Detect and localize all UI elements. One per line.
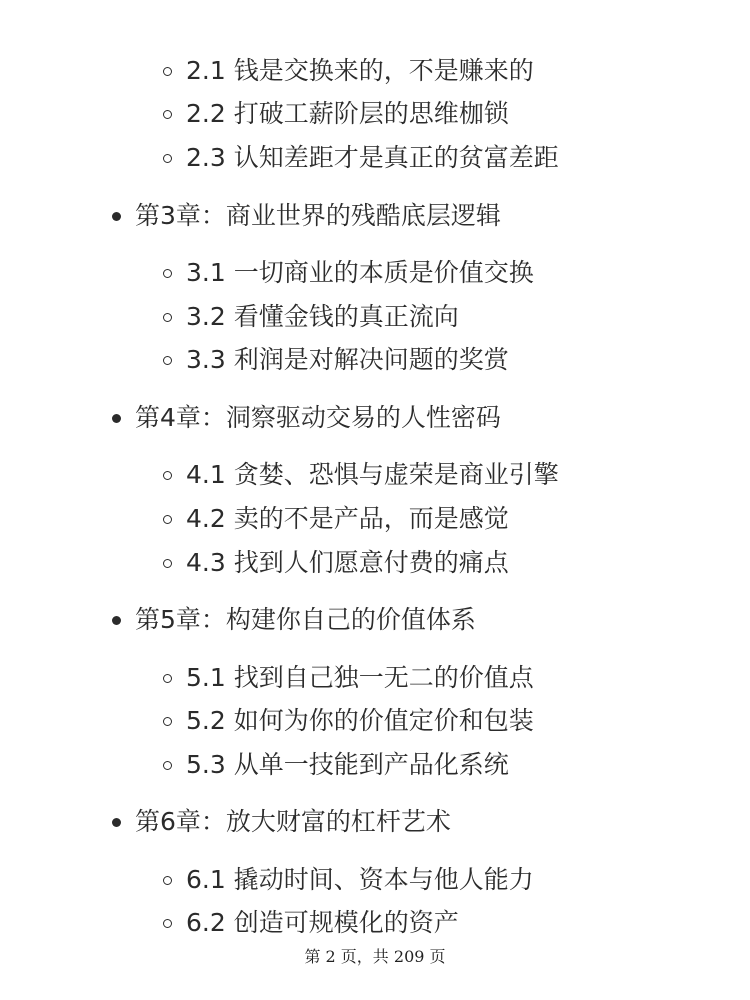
hollow-circle-bullet-icon (163, 559, 172, 568)
toc-chapter-item (112, 194, 501, 238)
toc-chapter-item (112, 800, 451, 844)
hollow-circle-bullet-icon (163, 674, 172, 683)
hollow-circle-bullet-icon (163, 717, 172, 726)
toc-item-text: 3.3 利润是对解决问题的奖赏 (186, 345, 509, 374)
hollow-circle-bullet-icon (163, 761, 172, 770)
toc-item-text: 2.1 钱是交换来的，不是赚来的 (186, 56, 534, 85)
toc-chapter-item (112, 598, 476, 642)
hollow-circle-bullet-icon (163, 356, 172, 365)
toc-subsection-item (163, 858, 534, 902)
toc-item-text: 第4章：洞察驱动交易的人性密码 (135, 403, 501, 432)
hollow-circle-bullet-icon (163, 269, 172, 278)
toc-subsection-item (163, 656, 534, 700)
hollow-circle-bullet-icon (163, 515, 172, 524)
toc-subsection-item (163, 92, 509, 136)
toc-subsection-item (163, 338, 509, 382)
toc-item-text: 4.3 找到人们愿意付费的痛点 (186, 548, 509, 577)
page-number-footer: 第 2 页，共 209 页 (304, 947, 446, 966)
toc-item-text: 4.2 卖的不是产品，而是感觉 (186, 504, 509, 533)
filled-disc-bullet-icon (112, 414, 121, 423)
toc-subsection-item (163, 453, 559, 497)
toc-item-text: 第5章：构建你自己的价值体系 (135, 605, 476, 634)
toc-item-text: 2.2 打破工薪阶层的思维枷锁 (186, 99, 509, 128)
toc-subsection-item (163, 136, 559, 180)
toc-item-text: 5.3 从单一技能到产品化系统 (186, 750, 509, 779)
toc-subsection-item (163, 295, 459, 339)
toc-subsection-item (163, 541, 509, 585)
hollow-circle-bullet-icon (163, 313, 172, 322)
toc-subsection-item (163, 743, 509, 787)
filled-disc-bullet-icon (112, 616, 121, 625)
filled-disc-bullet-icon (112, 818, 121, 827)
toc-subsection-item (163, 49, 534, 93)
toc-subsection-item (163, 901, 459, 945)
toc-item-text: 第6章：放大财富的杠杆艺术 (135, 807, 451, 836)
toc-item-text: 第3章：商业世界的残酷底层逻辑 (135, 201, 501, 230)
hollow-circle-bullet-icon (163, 154, 172, 163)
hollow-circle-bullet-icon (163, 110, 172, 119)
toc-subsection-item (163, 251, 534, 295)
toc-item-text: 3.2 看懂金钱的真正流向 (186, 302, 459, 331)
toc-subsection-item (163, 497, 509, 541)
toc-item-text: 6.1 撬动时间、资本与他人能力 (186, 865, 534, 894)
toc-item-text: 6.2 创造可规模化的资产 (186, 908, 459, 937)
hollow-circle-bullet-icon (163, 67, 172, 76)
filled-disc-bullet-icon (112, 212, 121, 221)
hollow-circle-bullet-icon (163, 876, 172, 885)
toc-item-text: 4.1 贪婪、恐惧与虚荣是商业引擎 (186, 460, 559, 489)
toc-subsection-item (163, 699, 534, 743)
hollow-circle-bullet-icon (163, 919, 172, 928)
toc-chapter-item (112, 396, 501, 440)
toc-item-text: 2.3 认知差距才是真正的贫富差距 (186, 143, 559, 172)
toc-item-text: 3.1 一切商业的本质是价值交换 (186, 258, 534, 287)
toc-item-text: 5.2 如何为你的价值定价和包装 (186, 706, 534, 735)
hollow-circle-bullet-icon (163, 471, 172, 480)
toc-item-text: 5.1 找到自己独一无二的价值点 (186, 663, 534, 692)
